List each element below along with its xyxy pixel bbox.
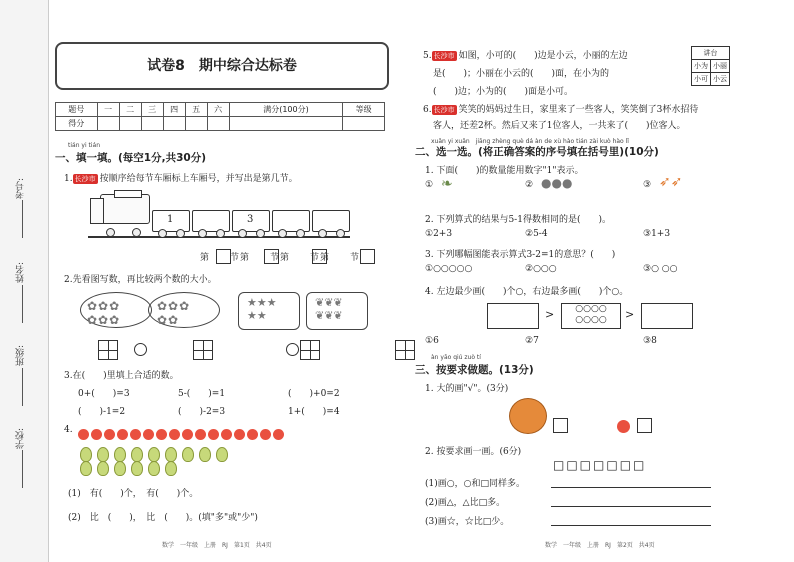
wheel [296, 229, 305, 238]
pear-icon [131, 461, 143, 476]
apple-row [78, 424, 338, 443]
s3-q2-line2: (2)画△，△比□多。 [425, 498, 506, 508]
score-table [55, 102, 385, 131]
apple-icon [143, 429, 154, 440]
q4-number: 4. [64, 425, 73, 435]
drawing-line[interactable] [551, 506, 711, 507]
wheel [278, 229, 287, 238]
s2-q3-option: ③○ ○○ [643, 264, 678, 274]
apple-icon [195, 429, 206, 440]
apple-icon [247, 429, 258, 440]
seat-cell: 小丽 [711, 60, 730, 73]
star-icon: ★★★ ★★ [247, 296, 277, 322]
q6-line1: 6. 长沙市 笑笑的妈妈过生日，家里来了一些客人，笑笑倒了3杯水招待 [423, 105, 699, 115]
s2-q2-text: 2. 下列算式的结果与5-1得数相同的是( )。 [425, 215, 611, 225]
number-grid[interactable] [300, 340, 320, 360]
dots-group-icon: ●●● [541, 176, 573, 190]
flower-icon: ✿✿✿ ✿✿ [157, 299, 191, 327]
locomotive [100, 194, 150, 224]
s2-q2-option: ②5-4 [525, 229, 548, 239]
wheel [176, 229, 185, 238]
s2-q1-text: 1. 下面( )的数量能用数字"1"表示。 [425, 166, 584, 176]
s2-q3-option: ①○○○○○ [425, 264, 473, 274]
wheel [216, 229, 225, 238]
s2-q3-text: 3. 下列哪幅图能表示算式3-2=1的意思？( ) [425, 250, 616, 260]
s2-q1-option: ③ [643, 180, 652, 190]
score-row-label: 得分 [56, 117, 98, 131]
apple-icon [273, 429, 284, 440]
carrot-icon: ➶➶ [659, 174, 683, 190]
drawing-line[interactable] [551, 525, 711, 526]
section2-pinyin: xuǎn yi xuǎn jiāng zhèng què dá àn de xù hào tián zài kuò hào lǐ [431, 138, 629, 145]
compare-circle[interactable] [134, 343, 147, 356]
name-line[interactable] [22, 285, 24, 323]
wheel [256, 229, 265, 238]
pear-icon [97, 461, 109, 476]
q3-equation: ( )+0=2 [288, 389, 340, 399]
drawing-line[interactable] [551, 487, 711, 488]
score-header-cell: 满分(100分) [229, 103, 343, 117]
score-cell[interactable] [207, 117, 229, 131]
q3-equation: ( )-1=2 [78, 407, 126, 417]
wheel [158, 229, 167, 238]
region-tag: 长沙市 [433, 52, 455, 60]
q2-text: 2.先看图写数，再比较两个数的大小。 [64, 275, 217, 285]
pear-icon [148, 461, 160, 476]
score-header-cell: 四 [163, 103, 185, 117]
answer-box[interactable] [360, 249, 375, 264]
flower-group-oval [80, 292, 152, 328]
seat-cell: 小云 [711, 73, 730, 86]
cabbage-icon: ❧ [441, 176, 453, 192]
score-cell[interactable] [163, 117, 185, 131]
wheel [318, 229, 327, 238]
region-tag: 长沙市 [74, 175, 96, 183]
seat-cell: 小为 [692, 60, 711, 73]
s2-q2-option: ③1+3 [643, 229, 671, 239]
s3-q1-text: 1. 大的画"√"。(3分) [425, 384, 509, 394]
left-empty-box[interactable] [487, 303, 539, 329]
tomato-icon [617, 420, 630, 433]
s3-q2-line3: (3)画☆，☆比□少。 [425, 517, 510, 527]
right-page [405, 0, 790, 562]
score-header-cell: 五 [185, 103, 207, 117]
apple-icon [208, 429, 219, 440]
q3-equation: ( )-2=3 [178, 407, 226, 417]
score-header-cell: 等级 [343, 103, 385, 117]
s2-q1-option: ② [525, 180, 534, 190]
exam-number-line[interactable] [22, 200, 24, 238]
q4-line1: (1) 有( )个， 有( )个。 [68, 489, 199, 499]
q5-line3: ( )边；小为的( )面是小可。 [433, 87, 574, 97]
compare-circle[interactable] [286, 343, 299, 356]
train-car [272, 210, 310, 232]
s2-q2-option: ①2+3 [425, 229, 453, 239]
flower-group-oval [148, 292, 220, 328]
section3-pinyin: àn yāo qiú zuò tí [431, 354, 481, 361]
bird-icon: ❦❦❦ ❦❦❦ [315, 296, 343, 322]
wheel [198, 229, 207, 238]
school-line[interactable] [22, 450, 24, 488]
s2-q1-option: ① [425, 180, 434, 190]
section1-heading: 一、填一填。(每空1分,共30分) [55, 152, 207, 164]
wheel [106, 228, 115, 237]
answer-box[interactable] [312, 249, 327, 264]
q6-line2: 客人，还差2杯。然后又来了1位客人，一共来了( )位客人。 [433, 121, 686, 131]
s2-q4-text: 4. 左边最少画( )个○，右边最多画( )个○。 [425, 287, 629, 297]
score-cell[interactable] [141, 117, 163, 131]
square-row: □□□□□□□ [553, 458, 647, 472]
greater-than-icon: > [625, 308, 635, 321]
score-header-cell: 一 [97, 103, 119, 117]
number-grid[interactable] [193, 340, 213, 360]
number-grid[interactable] [98, 340, 118, 360]
score-header-cell: 六 [207, 103, 229, 117]
q3-equation: 1+( )=4 [288, 407, 340, 417]
q3-equation: 0+( )=3 [78, 389, 130, 399]
bird-group-box [306, 292, 368, 330]
apple-icon [117, 429, 128, 440]
class-line[interactable] [22, 368, 24, 406]
train-car [312, 210, 350, 232]
apple-icon [104, 429, 115, 440]
train-car [192, 210, 230, 232]
apple-icon [78, 429, 89, 440]
section1-pinyin: tián yi tián [68, 142, 101, 149]
section2-heading: 二、选一选。(将正确答案的序号填在括号里)(10分) [415, 146, 659, 158]
q4-line2: (2) 比 ( )， 比 ( )。(填"多"或"少") [68, 513, 258, 523]
chimney [114, 190, 142, 198]
right-empty-box[interactable] [641, 303, 693, 329]
pear-icon [80, 461, 92, 476]
q3-equation: 5-( )=1 [178, 389, 226, 399]
q3-text: 3.在( )里填上合适的数。 [64, 371, 179, 381]
score-header-cell: 题号 [56, 103, 98, 117]
apple-icon [221, 429, 232, 440]
apple-icon [91, 429, 102, 440]
pear-icon [216, 447, 228, 462]
s3-q2-text: 2. 按要求画一画。(6分) [425, 447, 522, 457]
locomotive-front [90, 198, 104, 224]
train-car: 3 [232, 210, 270, 232]
exam-title: 试卷8 期中综合达标卷 [55, 42, 389, 90]
score-cell[interactable] [229, 117, 343, 131]
podium-cell: 讲台 [692, 47, 730, 60]
q1-answer-line: 第 节第 节第 节第 节 [200, 253, 361, 263]
star-group-box [238, 292, 300, 330]
left-page [50, 0, 395, 562]
exam-number-label: 考号: [16, 178, 26, 200]
pear-icon [114, 461, 126, 476]
pumpkin-icon [509, 398, 547, 434]
score-cell[interactable] [185, 117, 207, 131]
class-label: 班级: [16, 345, 26, 367]
train-car: 1 [152, 210, 190, 232]
score-cell[interactable] [119, 117, 141, 131]
right-footer: 数学 一年级 上册 RJ 第2页 共4页 [545, 542, 655, 549]
apple-icon [234, 429, 245, 440]
wheel [132, 228, 141, 237]
score-header-cell: 二 [119, 103, 141, 117]
seat-cell: 小可 [692, 73, 711, 86]
greater-than-icon: > [545, 308, 555, 321]
binding-strip [0, 0, 49, 562]
apple-icon [130, 429, 141, 440]
check-box[interactable] [553, 418, 568, 433]
section3-heading: 三、按要求做题。(13分) [415, 364, 534, 376]
pear-row [80, 458, 182, 477]
flower-icon: ✿✿✿ ✿✿✿ [87, 299, 121, 327]
s3-q2-line1: (1)画○，○和□同样多。 [425, 479, 525, 489]
pear-icon [182, 447, 194, 462]
name-label: 姓名: [16, 262, 26, 284]
score-cell[interactable] [97, 117, 119, 131]
s2-q4-option: ③8 [643, 336, 657, 346]
wheel [238, 229, 247, 238]
check-box[interactable] [637, 418, 652, 433]
answer-box[interactable] [264, 249, 279, 264]
q1-text: 1. 长沙市 按顺序给每节车厢标上车厢号，并写出是第几节。 [64, 174, 298, 184]
pear-icon [165, 461, 177, 476]
seat-table [691, 46, 730, 86]
s2-q4-option: ①6 [425, 336, 439, 346]
left-footer: 数学 一年级 上册 RJ 第1页 共4页 [162, 542, 272, 549]
score-cell[interactable] [343, 117, 385, 131]
s2-q3-option: ②○○○ [525, 264, 557, 274]
school-label: 学校: [16, 428, 26, 450]
apple-icon [156, 429, 167, 440]
circles-box: ○○○○ ○○○○ [561, 303, 621, 329]
s2-q4-option: ②7 [525, 336, 539, 346]
answer-box[interactable] [216, 249, 231, 264]
apple-icon [169, 429, 180, 440]
pear-icon [199, 447, 211, 462]
q5-line1: 5. 长沙市 如图，小可的( )边是小云，小丽的左边 [423, 51, 628, 61]
wheel [336, 229, 345, 238]
region-tag: 长沙市 [433, 106, 455, 114]
q5-line2: 是( )；小丽在小云的( )面，在小为的 [433, 69, 610, 79]
apple-icon [260, 429, 271, 440]
apple-icon [182, 429, 193, 440]
score-header-cell: 三 [141, 103, 163, 117]
